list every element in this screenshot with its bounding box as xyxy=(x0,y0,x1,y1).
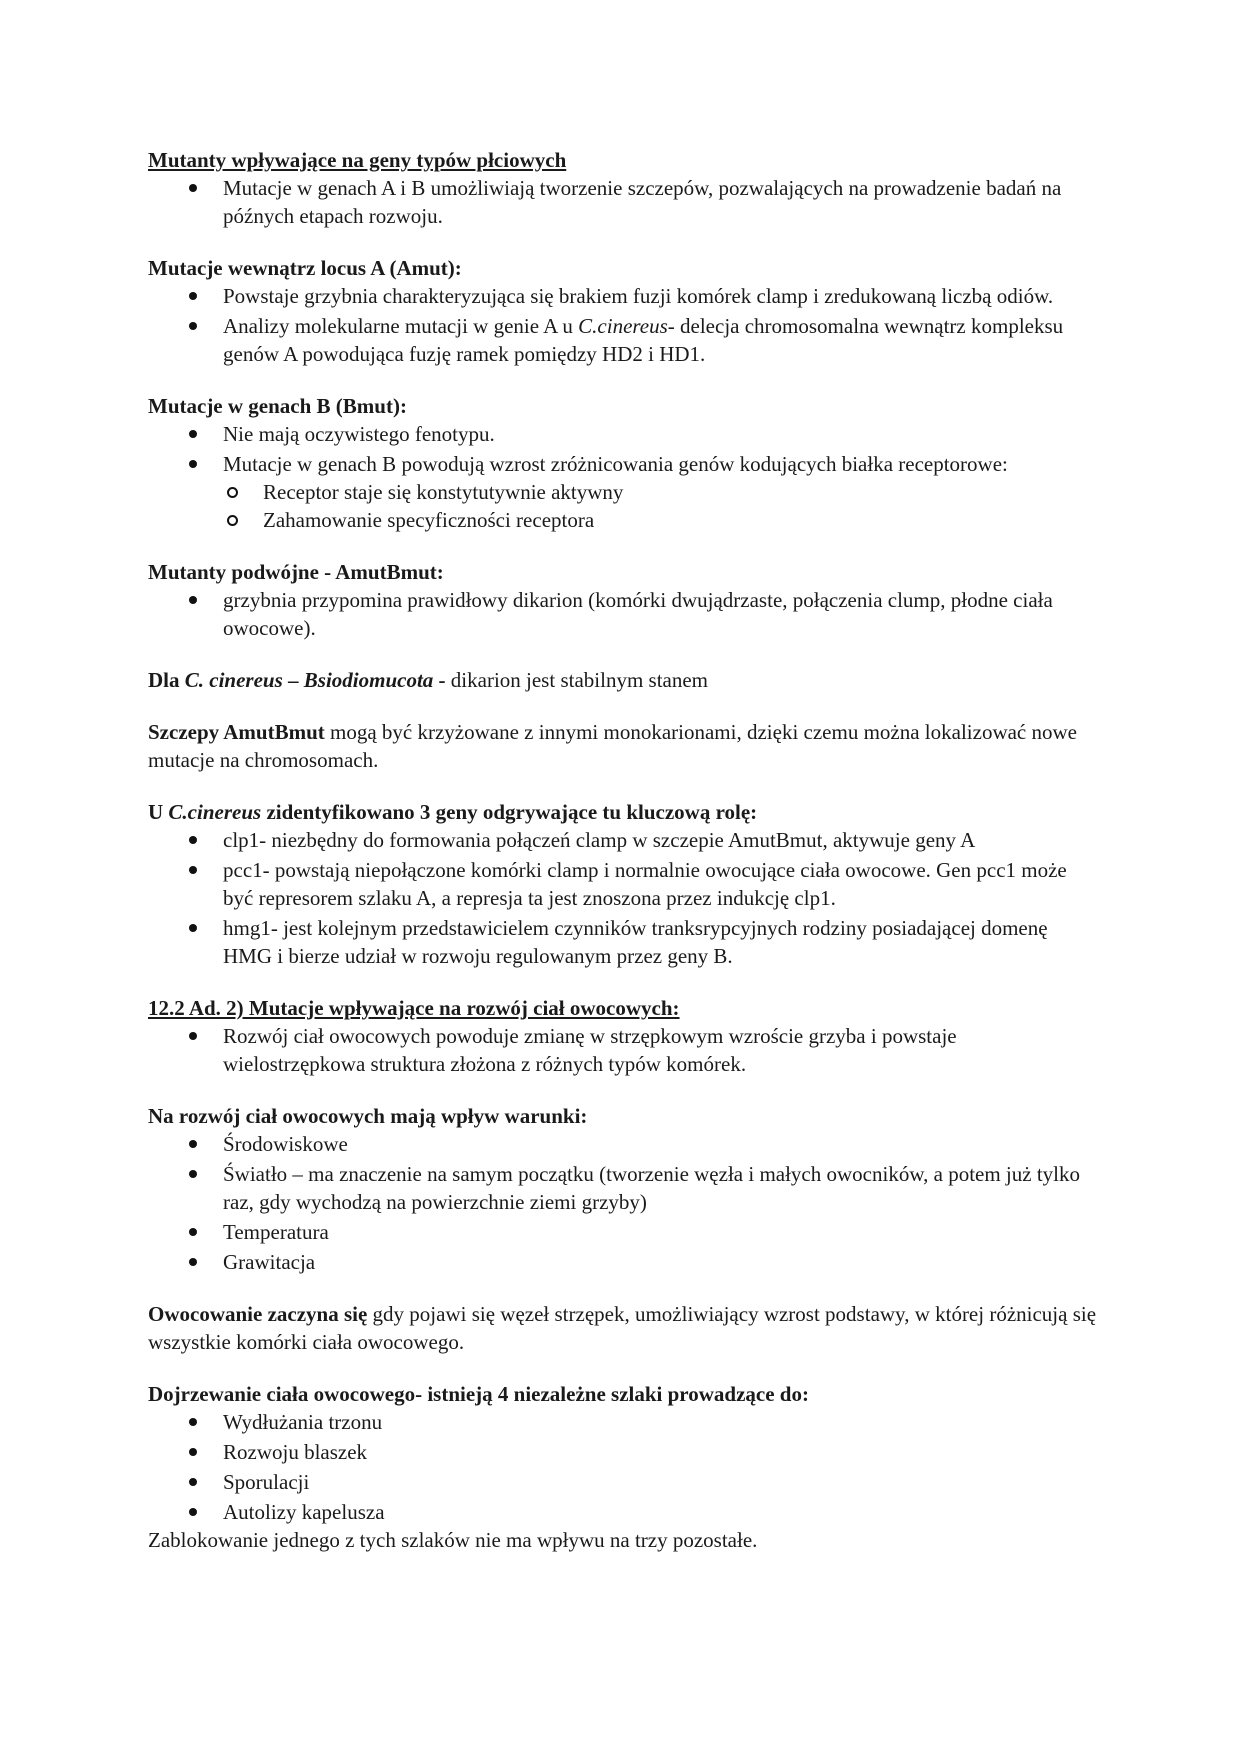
bullet-icon xyxy=(189,836,197,844)
list-item: Rozwój ciał owocowych powoduje zmianę w strzępkowym wzroście grzyba i powstaje wielostrzępkowa struktura złożona z różnych typów komórek. xyxy=(148,1022,1098,1078)
list-item: Powstaje grzybnia charakteryzująca się brakiem fuzji komórek clamp i zredukowaną liczbą odiów. xyxy=(148,282,1098,310)
list-item: clp1- niezbędny do formowania połączeń clamp w szczepie AmutBmut, aktywuje geny A xyxy=(148,826,1098,854)
bullet-icon xyxy=(189,292,197,300)
bullet-list xyxy=(148,1408,1098,1526)
list-item: Temperatura xyxy=(148,1218,1098,1246)
bullet-icon xyxy=(189,1478,197,1486)
section-heading-key-genes: U C.cinereus zidentyfikowano 3 geny odgrywające tu kluczową rolę: xyxy=(148,800,758,824)
bullet-list xyxy=(148,1130,1098,1276)
list-item: Sporulacji xyxy=(148,1468,1098,1496)
bullet-list xyxy=(148,282,1098,368)
list-item: pcc1- powstają niepołączone komórki clamp i normalnie owocujące ciała owocowe. Gen pcc1 może być represorem szlaku A, a represja ta jest znoszona przez indukcję clp1. xyxy=(148,856,1098,912)
list-item: Mutacje w genach B powodują wzrost zróżnicowania genów kodujących białka receptorowe: Receptor staje się konstytutywnie aktywny Zahamowanie specyficzności receptora xyxy=(148,450,1098,534)
list-item: Analizy molekularne mutacji w genie A u C.cinereus- delecja chromosomalna wewnątrz kompleksu genów A powodująca fuzję ramek pomiędzy HD2 i HD1. xyxy=(148,312,1098,368)
document-page xyxy=(148,146,1098,1554)
sub-list xyxy=(223,478,1098,534)
bullet-icon xyxy=(189,1418,197,1426)
bullet-icon xyxy=(189,322,197,330)
bullet-list xyxy=(148,586,1098,642)
list-item: Rozwoju blaszek xyxy=(148,1438,1098,1466)
paragraph-dikaryon: Dla C. cinereus – Bsiodiomucota - dikarion jest stabilnym stanem xyxy=(148,668,709,692)
section-heading-maturation: Dojrzewanie ciała owocowego- istnieją 4 niezależne szlaki prowadzące do: xyxy=(148,1382,809,1406)
bullet-icon xyxy=(189,1508,197,1516)
list-item: Światło – ma znaczenie na samym początku (tworzenie węzła i małych owocników, a potem już tylko raz, gdy wychodzą na powierzchnie ziemi grzyby) xyxy=(148,1160,1098,1216)
circle-bullet-icon xyxy=(227,487,238,498)
paragraph-amutbmut-strains: Szczepy AmutBmut mogą być krzyżowane z innymi monokarionami, dzięki czemu można lokalizować nowe mutacje na chromosomach. xyxy=(148,720,1077,772)
bullet-icon xyxy=(189,1258,197,1266)
bullet-icon xyxy=(189,430,197,438)
bullet-icon xyxy=(189,596,197,604)
bullet-list xyxy=(148,174,1098,230)
bullet-icon xyxy=(189,1228,197,1236)
bullet-list xyxy=(148,420,1098,534)
section-heading-double-mutants: Mutanty podwójne - AmutBmut: xyxy=(148,560,444,584)
bullet-icon xyxy=(189,866,197,874)
closing-sentence: Zablokowanie jednego z tych szlaków nie ma wpływu na trzy pozostałe. xyxy=(148,1528,758,1552)
list-item: grzybnia przypomina prawidłowy dikarion (komórki dwujądrzaste, połączenia clump, płodne ciała owocowe). xyxy=(148,586,1098,642)
sub-list-item: Zahamowanie specyficzności receptora xyxy=(148,506,1098,534)
section-heading-sex-type-mutants: Mutanty wpływające na geny typów płciowych xyxy=(148,148,567,172)
section-heading-fruiting-body-mutations: 12.2 Ad. 2) Mutacje wpływające na rozwój ciał owocowych: xyxy=(148,996,680,1020)
section-heading-conditions: Na rozwój ciał owocowych mają wpływ warunki: xyxy=(148,1104,588,1128)
bullet-icon xyxy=(189,1170,197,1178)
bullet-icon xyxy=(189,184,197,192)
bullet-icon xyxy=(189,1140,197,1148)
list-item: Autolizy kapelusza xyxy=(148,1498,1098,1526)
bullet-list xyxy=(148,1022,1098,1078)
bullet-icon xyxy=(189,1032,197,1040)
list-item: Mutacje w genach A i B umożliwiają tworzenie szczepów, pozwalających na prowadzenie badań na późnych etapach rozwoju. xyxy=(148,174,1098,230)
list-item: Środowiskowe xyxy=(148,1130,1098,1158)
bullet-icon xyxy=(189,460,197,468)
bullet-icon xyxy=(189,1448,197,1456)
section-heading-bmut: Mutacje w genach B (Bmut): xyxy=(148,394,407,418)
circle-bullet-icon xyxy=(227,515,238,526)
list-item: Nie mają oczywistego fenotypu. xyxy=(148,420,1098,448)
bullet-icon xyxy=(189,924,197,932)
bullet-list xyxy=(148,826,1098,970)
list-item: Wydłużania trzonu xyxy=(148,1408,1098,1436)
section-heading-amut: Mutacje wewnątrz locus A (Amut): xyxy=(148,256,462,280)
list-item: hmg1- jest kolejnym przedstawicielem czynników tranksrypcyjnych rodziny posiadającej domenę HMG i bierze udział w rozwoju regulowanym przez geny B. xyxy=(148,914,1098,970)
list-item: Grawitacja xyxy=(148,1248,1098,1276)
paragraph-fruiting-start: Owocowanie zaczyna się gdy pojawi się węzeł strzępek, umożliwiający wzrost podstawy, w której różnicują się wszystkie komórki ciała owocowego. xyxy=(148,1302,1097,1354)
sub-list-item: Receptor staje się konstytutywnie aktywny xyxy=(148,478,1098,506)
